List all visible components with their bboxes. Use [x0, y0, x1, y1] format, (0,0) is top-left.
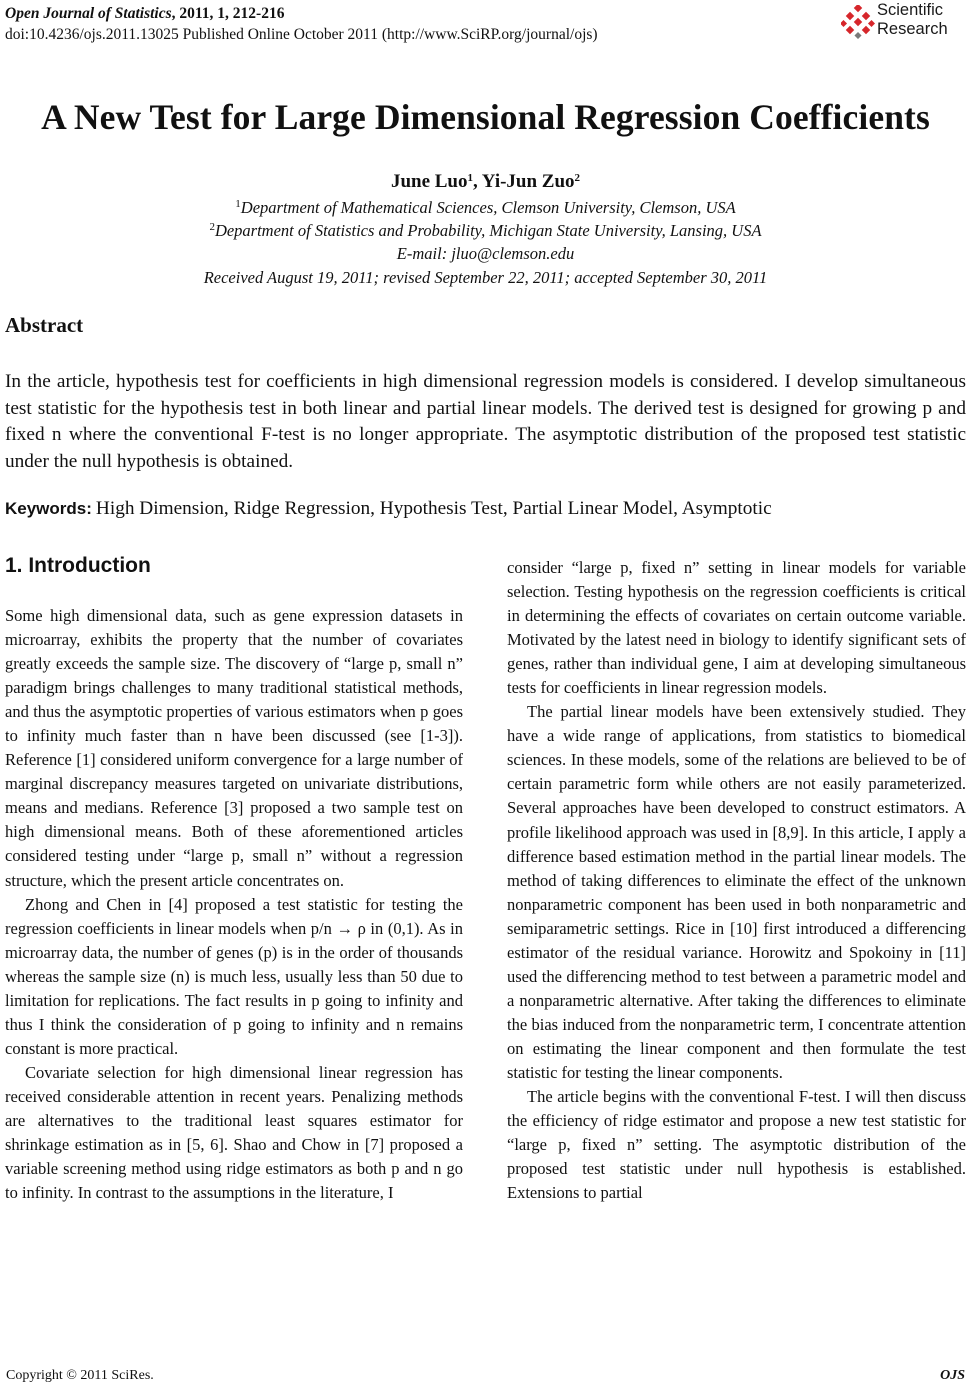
keywords-text: High Dimension, Ridge Regression, Hypothesis Test, Partial Linear Model, Asymptotic [95, 498, 772, 519]
paragraph: consider “large p, fixed n” setting in linear models for variable selection. Testing hypothesis on the regression coefficients is critical in determining the effects of covariates on certain outcome variable. Motivated by the latest need in biology to identify significant sets of genes, rather than individual gene, I aim at developing simultaneous tests for coefficients in linear regression models. [507, 558, 966, 698]
affiliation-2-sup: 2 [209, 221, 215, 233]
affiliation-1-text: Department of Mathematical Sciences, Clemson University, Clemson, USA [240, 198, 736, 217]
paragraph: The partial linear models have been extensively studied. They have a wide range of applications, from statistics to biomedical sciences. In these models, some of the relations are believed to be of certain parametric form while others are not easily parameterized. Several approaches have been developed to construct estimators. A profile likelihood approach was used in [8,9]. In this article, I apply a difference based estimation method in the partial linear models. The method of taking differences to eliminate the effect of the unknown nonparametric component has been used in both nonparametric and semiparametric settings. Rice in [10] first introduced a differencing estimator of the residual variance. Horowitz and Spokoiny in [11] used the differencing method to test between a parametric model and a nonparametric alternative. After taking the differences to eliminate the bias induced from the nonparametric term, I concentrate attention on estimating the linear component and then formulate the test statistic for testing the linear components. [507, 702, 966, 1082]
author-1: June Luo [390, 171, 468, 192]
right-column [507, 556, 966, 1205]
publisher-logo [841, 1, 965, 43]
affiliation-1-sup: 1 [235, 198, 241, 210]
author-1-sup: 1 [467, 172, 473, 184]
running-header [5, 3, 598, 45]
paragraph: Some high dimensional data, such as gene expression datasets in microarray, exhibits the property that the number of covariates greatly exceeds the sample size. The discovery of “large p, small n” paradigm brings challenges to many traditional statistical methods, and thus the asymptotic properties of various estimators when p goes to infinity much faster than n have been discussed (see [1-3]). Reference [1] considered uniform convergence for a large number of marginal discrepancy measures targeted on univariate distributions, means and medians. Reference [3] proposed a two sample test on high dimensional means. Both of these aforementioned articles considered testing under “large p, small n” without a regression structure, which the present article concentrates on. [5, 606, 463, 890]
paragraph: Covariate selection for high dimensional linear regression has received considerable attention in recent years. Penalizing methods are alternatives to the traditional least squares estimator for shrinkage estimation as in [5, 6]. Shao and Chow in [7] proposed a variable screening method using ridge estimators as both p and n go to infinity. In contrast to the assumptions in the literature, I [5, 1062, 463, 1203]
dates-line: Received August 19, 2011; revised September 22, 2011; accepted September 30, 2011 [203, 268, 768, 287]
author-2: Yi-Jun Zuo [481, 171, 575, 192]
journal-name: Open Journal of Statistics [5, 5, 172, 22]
affiliation-2 [0, 219, 971, 242]
author-2-sup: 2 [574, 172, 581, 184]
keywords-label: Keywords: [5, 499, 92, 518]
journal-issue: , 2011, 1, 212-216 [171, 5, 285, 22]
doi-line: doi:10.4236/ojs.2011.13025 Published Online October 2011 (http://www.SciRP.org/journal/ojs) [5, 26, 598, 43]
logo-line1: Scientific [877, 1, 944, 19]
abstract-heading: Abstract [5, 313, 84, 337]
logo-line2: Research [877, 20, 948, 38]
abstract-text: In the article, hypothesis test for coefficients in high dimensional regression models is considered. I develop simultaneous test statistic for the hypothesis test in both linear and partial linear models. The derived test is designed for growing p and fixed n where the conventional F-test is no longer appropriate. The asymptotic distribution of the proposed test statistic under the null hypothesis is obtained. [5, 371, 966, 472]
author-sep: , [473, 171, 482, 192]
paper-title: A New Test for Large Dimensional Regression Coefficients [41, 97, 930, 137]
paragraph: The article begins with the conventional F-test. I will then discuss the efficiency of ridge estimator and propose a new test statistic for “large p, fixed n” setting. The asymptotic distribution of the proposed test statistic under null hypothesis is established. Extensions to partial [507, 1087, 966, 1203]
logo-wordmark [877, 1, 948, 39]
journal-citation [5, 3, 598, 24]
left-column [5, 604, 463, 1205]
affiliation-1 [0, 196, 971, 219]
logo-mark-icon [841, 5, 875, 39]
affiliation-2-text: Department of Statistics and Probability, Michigan State University, Lansing, USA [214, 221, 762, 240]
section-heading-introduction: 1. Introduction [5, 554, 151, 577]
keywords [5, 496, 772, 522]
footer-journal-abbr: OJS [940, 1368, 965, 1383]
paragraph: Zhong and Chen in [4] proposed a test statistic for testing the regression coefficients in linear models when p/n → ρ in (0,1). As in microarray data, the number of genes (p) is in the order of thousands whereas the sample size (n) is much less, usually less than 50 due to limitation for replications. The fact results in p going to infinity and thus I think the consideration of p going to infinity and n remains constant is more practical. [5, 894, 463, 1058]
footer-copyright: Copyright © 2011 SciRes. [6, 1368, 154, 1383]
email-line: E-mail: jluo@clemson.edu [396, 244, 575, 263]
author-line [0, 171, 971, 193]
